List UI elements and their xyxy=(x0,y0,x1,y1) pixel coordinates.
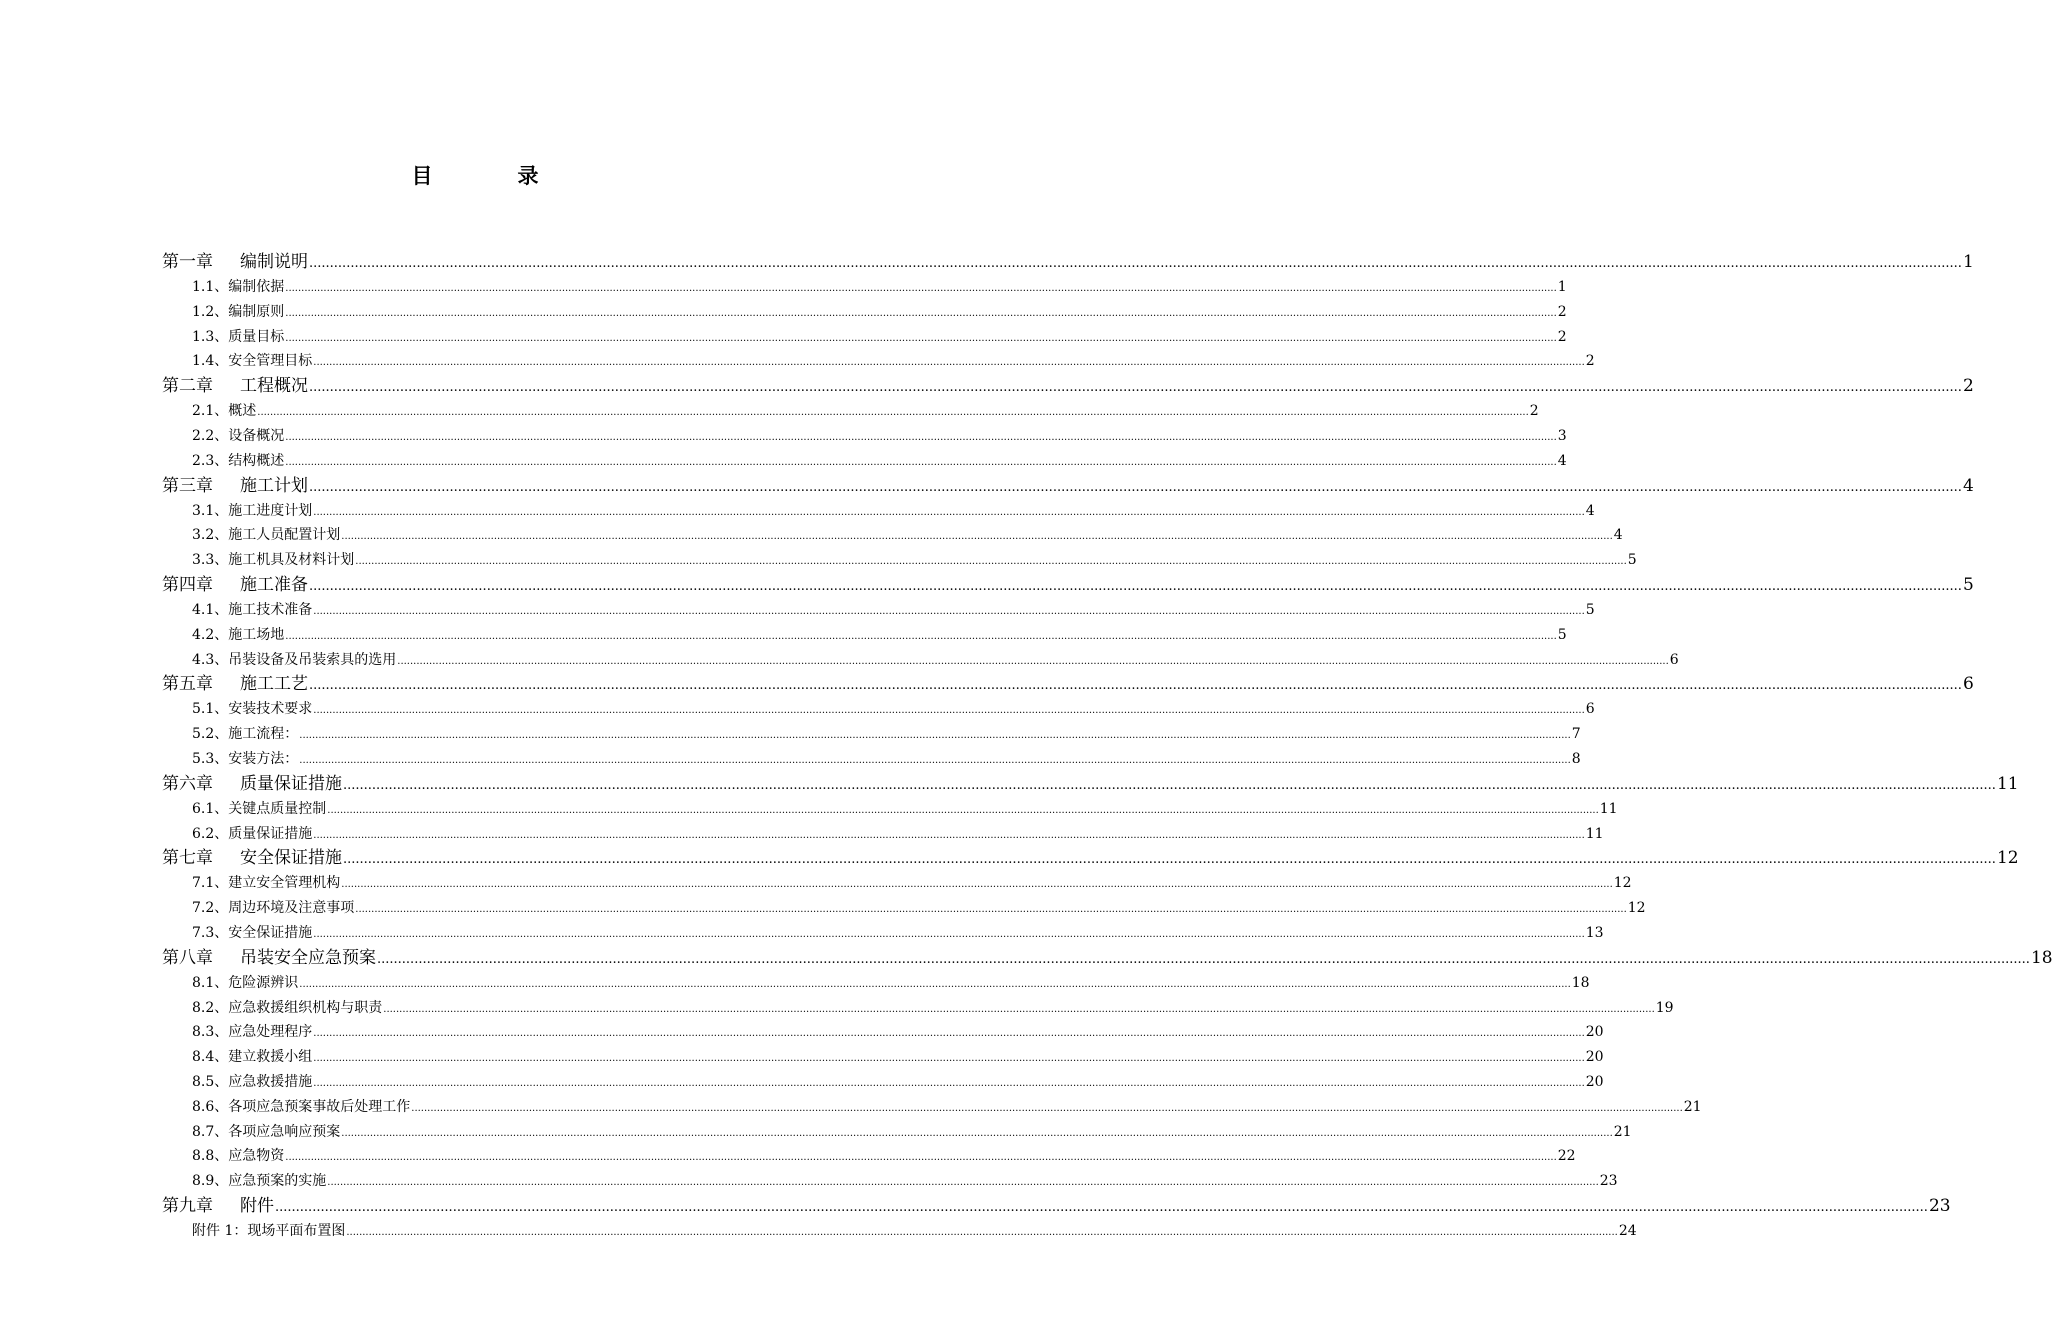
toc-chapter-entry[interactable] xyxy=(162,946,2053,971)
toc-leader-dots: ................................................................................................................................................................................................................................................................................................................................................................................................................ xyxy=(343,852,1996,868)
toc-entry-number: 1.4、 xyxy=(192,353,229,370)
toc-entry-text: 安全保证措施 xyxy=(240,848,342,869)
toc-entry-text: 各项应急响应预案 xyxy=(228,1123,341,1140)
toc-entry-number: 1.2、 xyxy=(192,303,229,320)
toc-entry-label xyxy=(192,325,284,350)
toc-page-number: 24 xyxy=(1618,1222,1637,1239)
toc-page-number: 1 xyxy=(1557,279,1567,295)
toc-page-number: 19 xyxy=(1655,999,1674,1016)
toc-leader-dots: ................................................................................................................................................................................................................................................................................................................................................................................................................ xyxy=(309,678,1962,694)
toc-leader-dots: ................................................................................................................................................................................................................................................................................................................................................................................................................ xyxy=(313,705,1585,717)
toc-entry-text: 建立救援小组 xyxy=(228,1049,313,1066)
toc-page-number: 21 xyxy=(1613,1123,1632,1140)
toc-page-number: 5 xyxy=(1962,574,1974,595)
toc-leader-dots: ................................................................................................................................................................................................................................................................................................................................................................................................................ xyxy=(309,578,1962,594)
toc-chapter-entry[interactable] xyxy=(162,374,1974,399)
toc-entry-number: 2.2、 xyxy=(192,427,229,444)
toc-page-number: 4 xyxy=(1557,452,1567,469)
toc-entry-label xyxy=(192,722,298,747)
toc-section-entry[interactable] xyxy=(162,399,1539,424)
title-char-2: 录 xyxy=(517,163,539,188)
toc-leader-dots: ................................................................................................................................................................................................................................................................................................................................................................................................................ xyxy=(341,531,1613,543)
toc-entry-label xyxy=(192,1219,345,1244)
toc-leader-dots: ................................................................................................................................................................................................................................................................................................................................................................................................................ xyxy=(313,928,1585,940)
toc-chapter-entry[interactable] xyxy=(162,846,2019,871)
toc-entry-label xyxy=(192,548,354,573)
toc-page-number: 2 xyxy=(1529,403,1539,420)
toc-entry-number: 第七章 xyxy=(162,848,213,869)
toc-entry-text: 周边环境及注意事项 xyxy=(228,900,355,917)
toc-entry-text: 质量目标 xyxy=(228,328,285,345)
toc-entry-text: 安装方法： xyxy=(228,750,299,767)
toc-entry-number: 8.5、 xyxy=(192,1073,229,1090)
toc-entry-label xyxy=(192,896,354,921)
toc-entry-number: 第五章 xyxy=(162,674,213,695)
toc-section-entry[interactable] xyxy=(162,871,1632,896)
table-of-contents xyxy=(162,250,2053,1244)
toc-entry-number: 8.9、 xyxy=(192,1173,229,1190)
toc-entry-text: 施工场地 xyxy=(228,626,285,643)
toc-entry-label xyxy=(162,772,342,797)
toc-entry-text: 应急物资 xyxy=(228,1148,285,1165)
toc-entry-text: 安装技术要求 xyxy=(228,701,313,718)
toc-chapter-entry[interactable] xyxy=(162,573,1974,598)
toc-leader-dots: ................................................................................................................................................................................................................................................................................................................................................................................................................ xyxy=(285,283,1557,294)
toc-section-entry[interactable] xyxy=(162,449,1567,474)
toc-leader-dots: ................................................................................................................................................................................................................................................................................................................................................................................................................ xyxy=(346,1226,1618,1238)
toc-entry-label xyxy=(162,672,308,697)
toc-page-number: 4 xyxy=(1613,527,1623,544)
toc-entry-text: 安全管理目标 xyxy=(228,353,313,370)
toc-entry-label xyxy=(192,499,312,524)
toc-entry-text: 质量保证措施 xyxy=(240,773,342,794)
toc-entry-label xyxy=(162,573,308,598)
toc-entry-number: 4.3、 xyxy=(192,651,229,668)
toc-entry-label xyxy=(192,747,298,772)
toc-page-number: 11 xyxy=(1996,773,2019,794)
toc-entry-label xyxy=(192,871,340,896)
toc-entry-number: 6.1、 xyxy=(192,800,229,817)
toc-entry-text: 危险源辨识 xyxy=(228,974,299,991)
toc-entry-label xyxy=(192,1169,326,1194)
toc-entry-number: 2.3、 xyxy=(192,452,229,469)
toc-page-number: 6 xyxy=(1585,701,1595,718)
toc-entry-text: 应急预案的实施 xyxy=(228,1173,327,1190)
toc-section-entry[interactable] xyxy=(162,523,1623,548)
toc-entry-text: 吊装设备及吊装索具的选用 xyxy=(228,651,397,668)
toc-leader-dots: ................................................................................................................................................................................................................................................................................................................................................................................................................ xyxy=(299,730,1571,742)
toc-entry-label xyxy=(192,697,312,722)
toc-entry-text: 施工人员配置计划 xyxy=(228,527,341,544)
toc-entry-number: 1.3、 xyxy=(192,328,229,345)
toc-entry-text: 建立安全管理机构 xyxy=(228,875,341,892)
toc-leader-dots: ................................................................................................................................................................................................................................................................................................................................................................................................................ xyxy=(299,978,1571,990)
toc-chapter-entry[interactable] xyxy=(162,672,1974,697)
toc-entry-text: 概述 xyxy=(228,403,257,420)
toc-entry-label xyxy=(192,449,284,474)
toc-entry-number: 附件 1： xyxy=(192,1222,248,1239)
toc-page-number: 6 xyxy=(1962,674,1974,695)
toc-page-number: 2 xyxy=(1585,353,1595,370)
toc-entry-label xyxy=(192,300,284,325)
toc-entry-number: 第九章 xyxy=(162,1195,213,1216)
toc-leader-dots: ................................................................................................................................................................................................................................................................................................................................................................................................................ xyxy=(285,431,1557,443)
toc-entry-label xyxy=(192,1020,312,1045)
toc-entry-number: 8.1、 xyxy=(192,974,229,991)
toc-entry-number: 第四章 xyxy=(162,574,213,595)
toc-section-entry[interactable] xyxy=(162,648,1679,673)
toc-entry-number: 3.1、 xyxy=(192,502,229,519)
toc-chapter-entry[interactable] xyxy=(162,250,1974,275)
toc-entry-label xyxy=(192,523,340,548)
toc-entry-number: 3.2、 xyxy=(192,527,229,544)
toc-entry-label xyxy=(192,921,312,946)
toc-section-entry[interactable] xyxy=(162,1020,1604,1045)
toc-entry-label xyxy=(192,648,396,673)
toc-leader-dots: ................................................................................................................................................................................................................................................................................................................................................................................................................ xyxy=(313,1028,1585,1040)
toc-entry-label xyxy=(192,349,312,374)
toc-section-entry[interactable] xyxy=(162,822,1604,847)
toc-page-number: 7 xyxy=(1571,726,1581,743)
toc-section-entry[interactable] xyxy=(162,349,1595,374)
toc-chapter-entry[interactable] xyxy=(162,772,2019,797)
toc-entry-number: 8.3、 xyxy=(192,1024,229,1041)
toc-page-number: 12 xyxy=(1613,875,1632,892)
toc-entry-label xyxy=(192,1045,312,1070)
toc-entry-number: 4.1、 xyxy=(192,601,229,618)
toc-section-entry[interactable] xyxy=(162,797,1618,822)
toc-entry-text: 关键点质量控制 xyxy=(228,800,327,817)
toc-leader-dots: ................................................................................................................................................................................................................................................................................................................................................................................................................ xyxy=(397,655,1669,667)
toc-entry-number: 5.3、 xyxy=(192,750,229,767)
toc-section-entry[interactable] xyxy=(162,971,1590,996)
toc-entry-text: 工程概况 xyxy=(240,376,308,397)
toc-entry-label xyxy=(192,598,312,623)
toc-section-entry[interactable] xyxy=(162,598,1595,623)
toc-entry-number: 第六章 xyxy=(162,773,213,794)
toc-page-number: 11 xyxy=(1585,825,1604,842)
toc-leader-dots: ................................................................................................................................................................................................................................................................................................................................................................................................................ xyxy=(327,1177,1599,1189)
toc-entry-number: 5.2、 xyxy=(192,726,229,743)
toc-section-entry[interactable] xyxy=(162,722,1581,747)
toc-entry-label xyxy=(192,1120,340,1145)
toc-page-number: 20 xyxy=(1585,1024,1604,1041)
toc-entry-text: 结构概述 xyxy=(228,452,285,469)
toc-entry-label xyxy=(192,1144,284,1169)
toc-entry-label xyxy=(162,1194,274,1219)
toc-leader-dots: ................................................................................................................................................................................................................................................................................................................................................................................................................ xyxy=(313,1053,1585,1065)
toc-entry-text: 施工流程： xyxy=(228,726,299,743)
toc-leader-dots: ................................................................................................................................................................................................................................................................................................................................................................................................................ xyxy=(285,630,1557,642)
toc-section-entry[interactable] xyxy=(162,623,1567,648)
toc-entry-number: 3.3、 xyxy=(192,552,229,569)
toc-entry-label xyxy=(192,822,312,847)
toc-leader-dots: ................................................................................................................................................................................................................................................................................................................................................................................................................ xyxy=(341,1127,1613,1139)
toc-entry-label xyxy=(192,1070,312,1095)
toc-page-number: 8 xyxy=(1571,750,1581,767)
toc-leader-dots: ................................................................................................................................................................................................................................................................................................................................................................................................................ xyxy=(313,357,1585,369)
toc-entry-number: 4.2、 xyxy=(192,626,229,643)
toc-entry-label xyxy=(192,424,284,449)
toc-entry-text: 安全保证措施 xyxy=(228,924,313,941)
toc-leader-dots: ................................................................................................................................................................................................................................................................................................................................................................................................................ xyxy=(355,904,1627,916)
toc-leader-dots: ................................................................................................................................................................................................................................................................................................................................................................................................................ xyxy=(257,407,1529,419)
toc-entry-number: 7.1、 xyxy=(192,875,229,892)
toc-leader-dots: ................................................................................................................................................................................................................................................................................................................................................................................................................ xyxy=(285,1152,1557,1164)
toc-entry-label xyxy=(162,846,342,871)
toc-page-number: 2 xyxy=(1557,328,1567,345)
toc-leader-dots: ................................................................................................................................................................................................................................................................................................................................................................................................................ xyxy=(327,804,1599,816)
toc-leader-dots: ................................................................................................................................................................................................................................................................................................................................................................................................................ xyxy=(377,951,2030,967)
toc-entry-label xyxy=(192,1095,410,1120)
toc-entry-number: 第一章 xyxy=(162,252,213,272)
toc-leader-dots: ................................................................................................................................................................................................................................................................................................................................................................................................................ xyxy=(309,479,1962,495)
toc-entry-text: 施工准备 xyxy=(240,574,308,595)
toc-section-entry[interactable] xyxy=(162,1120,1632,1145)
toc-page-number: 1 xyxy=(1962,252,1974,272)
page-title xyxy=(0,160,950,190)
toc-entry-number: 5.1、 xyxy=(192,701,229,718)
toc-entry-number: 8.6、 xyxy=(192,1098,229,1115)
toc-leader-dots: ................................................................................................................................................................................................................................................................................................................................................................................................................ xyxy=(313,506,1585,518)
toc-entry-label xyxy=(192,275,284,300)
toc-entry-label xyxy=(192,623,284,648)
toc-section-entry[interactable] xyxy=(162,548,1637,573)
toc-entry-number: 8.2、 xyxy=(192,999,229,1016)
toc-page-number: 3 xyxy=(1557,427,1567,444)
toc-page-number: 11 xyxy=(1599,800,1618,817)
toc-leader-dots: ................................................................................................................................................................................................................................................................................................................................................................................................................ xyxy=(313,605,1585,617)
toc-section-entry[interactable] xyxy=(162,921,1604,946)
toc-section-entry[interactable] xyxy=(162,275,1567,300)
toc-entry-number: 第八章 xyxy=(162,947,213,968)
toc-entry-number: 8.8、 xyxy=(192,1148,229,1165)
toc-leader-dots: ................................................................................................................................................................................................................................................................................................................................................................................................................ xyxy=(309,380,1962,396)
toc-page-number: 18 xyxy=(2030,947,2053,968)
toc-entry-text: 现场平面布置图 xyxy=(247,1222,346,1239)
toc-entry-label xyxy=(162,946,376,971)
toc-page-number: 20 xyxy=(1585,1049,1604,1066)
toc-leader-dots: ................................................................................................................................................................................................................................................................................................................................................................................................................ xyxy=(383,1003,1655,1015)
toc-section-entry[interactable] xyxy=(162,1144,1576,1169)
toc-entry-text: 施工工艺 xyxy=(240,674,308,695)
toc-entry-text: 应急救援组织机构与职责 xyxy=(228,999,383,1016)
toc-leader-dots: ................................................................................................................................................................................................................................................................................................................................................................................................................ xyxy=(343,777,1996,793)
toc-page-number: 13 xyxy=(1585,924,1604,941)
toc-section-entry[interactable] xyxy=(162,1095,1702,1120)
toc-entry-text: 编制依据 xyxy=(228,279,285,295)
toc-entry-number: 7.2、 xyxy=(192,900,229,917)
toc-entry-number: 2.1、 xyxy=(192,403,229,420)
toc-entry-text: 各项应急预案事故后处理工作 xyxy=(228,1098,411,1115)
toc-entry-label xyxy=(162,474,308,499)
toc-leader-dots: ................................................................................................................................................................................................................................................................................................................................................................................................................ xyxy=(285,332,1557,344)
toc-page-number: 2 xyxy=(1962,376,1974,397)
toc-section-entry[interactable] xyxy=(162,996,1674,1021)
toc-leader-dots: ................................................................................................................................................................................................................................................................................................................................................................................................................ xyxy=(313,1077,1585,1089)
toc-section-entry[interactable] xyxy=(162,1169,1618,1194)
toc-section-entry[interactable] xyxy=(162,300,1567,325)
toc-page-number: 12 xyxy=(1627,900,1646,917)
toc-chapter-entry[interactable] xyxy=(162,474,1974,499)
toc-page-number: 2 xyxy=(1557,303,1567,320)
toc-section-entry[interactable] xyxy=(162,1070,1604,1095)
toc-entry-text: 施工计划 xyxy=(240,475,308,496)
toc-page-number: 18 xyxy=(1571,974,1590,991)
toc-page-number: 12 xyxy=(1996,848,2019,869)
toc-leader-dots: ................................................................................................................................................................................................................................................................................................................................................................................................................ xyxy=(309,256,1962,271)
toc-entry-number: 7.3、 xyxy=(192,924,229,941)
toc-section-entry[interactable] xyxy=(162,1219,1637,1244)
toc-page-number: 20 xyxy=(1585,1073,1604,1090)
toc-entry-label xyxy=(192,971,298,996)
toc-section-entry[interactable] xyxy=(162,896,1646,921)
title-char-1: 目 xyxy=(411,163,433,188)
toc-entry-number: 第三章 xyxy=(162,475,213,496)
toc-entry-text: 施工进度计划 xyxy=(228,502,313,519)
toc-page-number: 5 xyxy=(1627,552,1637,569)
toc-entry-label xyxy=(192,399,256,424)
toc-page-number: 21 xyxy=(1683,1098,1702,1115)
toc-section-entry[interactable] xyxy=(162,697,1595,722)
toc-page-number: 5 xyxy=(1557,626,1567,643)
toc-entry-text: 应急处理程序 xyxy=(228,1024,313,1041)
toc-section-entry[interactable] xyxy=(162,499,1595,524)
toc-entry-text: 施工机具及材料计划 xyxy=(228,552,355,569)
toc-page-number: 4 xyxy=(1962,475,1974,496)
toc-section-entry[interactable] xyxy=(162,325,1567,350)
toc-page-number: 6 xyxy=(1669,651,1679,668)
toc-entry-number: 6.2、 xyxy=(192,825,229,842)
toc-entry-number: 第二章 xyxy=(162,376,213,397)
toc-entry-text: 吊装安全应急预案 xyxy=(240,947,376,968)
toc-leader-dots: ................................................................................................................................................................................................................................................................................................................................................................................................................ xyxy=(355,556,1627,568)
toc-entry-text: 附件 xyxy=(240,1195,274,1216)
toc-entry-label xyxy=(162,250,308,275)
toc-entry-label xyxy=(162,374,308,399)
toc-entry-text: 编制说明 xyxy=(240,252,308,272)
toc-leader-dots: ................................................................................................................................................................................................................................................................................................................................................................................................................ xyxy=(299,754,1571,766)
toc-page-number: 4 xyxy=(1585,502,1595,519)
toc-leader-dots: ................................................................................................................................................................................................................................................................................................................................................................................................................ xyxy=(313,829,1585,841)
toc-entry-text: 质量保证措施 xyxy=(228,825,313,842)
toc-entry-label xyxy=(192,797,326,822)
toc-page-number: 22 xyxy=(1557,1148,1576,1165)
toc-entry-text: 设备概况 xyxy=(228,427,285,444)
toc-leader-dots: ................................................................................................................................................................................................................................................................................................................................................................................................................ xyxy=(285,456,1557,468)
toc-entry-number: 1.1、 xyxy=(192,279,229,295)
toc-section-entry[interactable] xyxy=(162,1045,1604,1070)
toc-section-entry[interactable] xyxy=(162,424,1567,449)
toc-entry-text: 编制原则 xyxy=(228,303,285,320)
toc-leader-dots: ................................................................................................................................................................................................................................................................................................................................................................................................................ xyxy=(285,307,1557,319)
toc-entry-label xyxy=(192,996,382,1021)
toc-entry-text: 施工技术准备 xyxy=(228,601,313,618)
toc-section-entry[interactable] xyxy=(162,747,1581,772)
toc-page-number: 5 xyxy=(1585,601,1595,618)
toc-leader-dots: ................................................................................................................................................................................................................................................................................................................................................................................................................ xyxy=(341,879,1613,891)
toc-entry-number: 8.7、 xyxy=(192,1123,229,1140)
toc-leader-dots: ................................................................................................................................................................................................................................................................................................................................................................................................................ xyxy=(411,1102,1683,1114)
toc-chapter-entry[interactable] xyxy=(162,1194,1951,1219)
toc-entry-number: 8.4、 xyxy=(192,1049,229,1066)
toc-page-number: 23 xyxy=(1599,1173,1618,1190)
toc-leader-dots: ................................................................................................................................................................................................................................................................................................................................................................................................................ xyxy=(275,1199,1928,1215)
toc-page-number: 23 xyxy=(1928,1195,1951,1216)
toc-entry-text: 应急救援措施 xyxy=(228,1073,313,1090)
